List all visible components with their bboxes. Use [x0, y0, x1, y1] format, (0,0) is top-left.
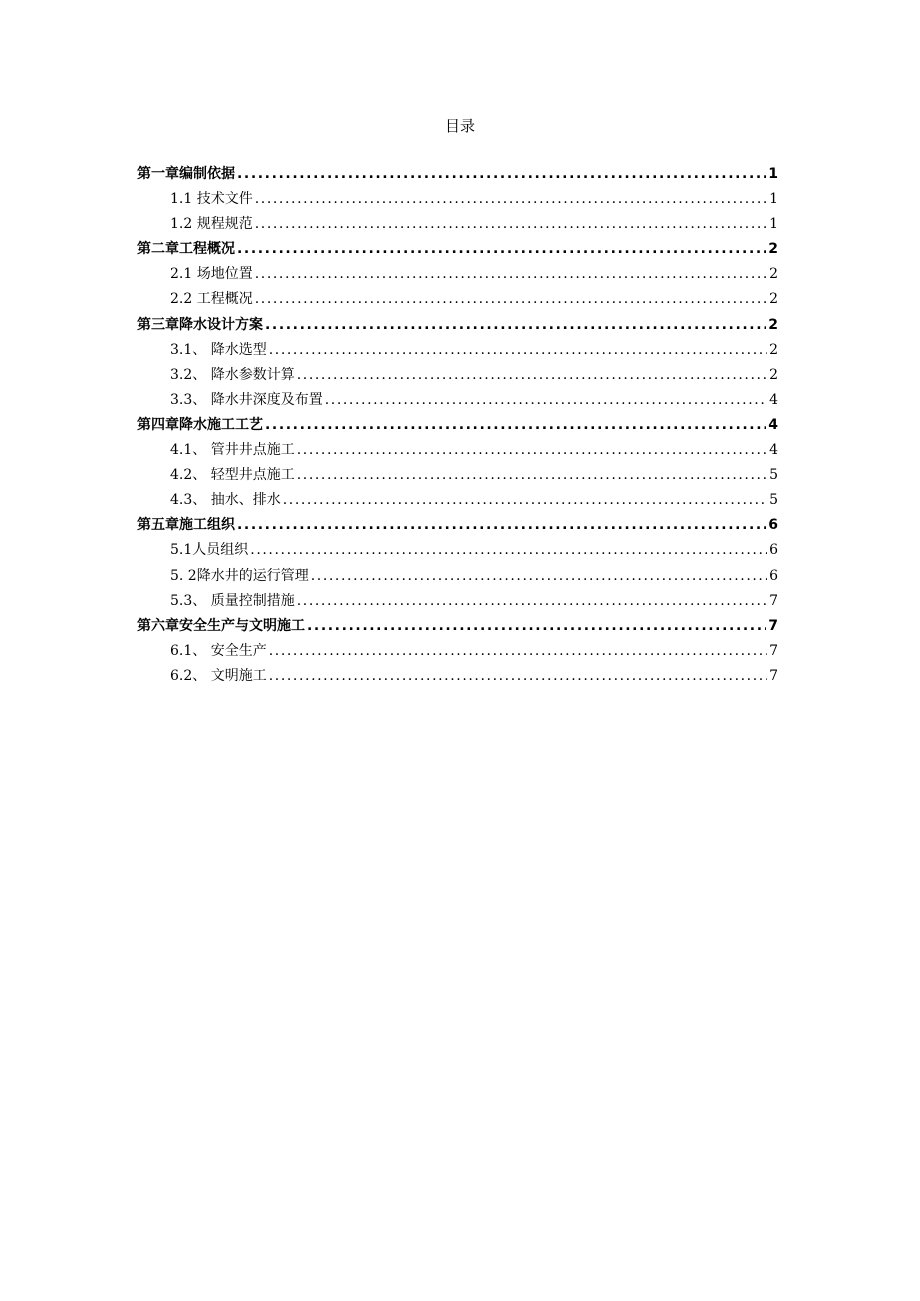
toc-page-number: 2: [768, 316, 778, 333]
toc-dot-leader: [265, 414, 766, 436]
toc-entry-label: 第五章施工组织: [137, 517, 235, 534]
toc-entry-label: 6.2、 文明施工: [170, 667, 267, 684]
toc-entry-label: 5.3、 质量控制措施: [170, 592, 295, 609]
toc-entry[interactable]: [137, 464, 778, 489]
toc-page-number: 4: [768, 416, 778, 433]
toc-dot-leader: [269, 665, 767, 687]
toc-page-number: 2: [769, 291, 778, 308]
toc-entry-label: 4.3、 抽水、排水: [170, 492, 281, 509]
toc-entry[interactable]: [137, 489, 778, 514]
toc-entry-label: 2.2 工程概况: [170, 291, 253, 308]
toc-entry[interactable]: [137, 514, 778, 539]
toc-page-number: 2: [769, 341, 778, 358]
toc-entry[interactable]: [137, 163, 778, 188]
toc-dot-leader: [297, 364, 767, 386]
toc-dot-leader: [265, 314, 766, 336]
toc-entry[interactable]: [137, 339, 778, 364]
toc-entry-label: 3.1、 降水选型: [170, 341, 267, 358]
toc-page-number: 6: [769, 542, 778, 559]
toc-entry[interactable]: [137, 263, 778, 288]
toc-entry[interactable]: [137, 665, 778, 690]
toc-entry[interactable]: [137, 414, 778, 439]
toc-entry-label: 4.1、 管井井点施工: [170, 442, 295, 459]
toc-dot-leader: [255, 213, 767, 235]
toc-dot-leader: [269, 339, 767, 361]
toc-entry[interactable]: [137, 590, 778, 615]
toc-page-number: 5: [769, 467, 778, 484]
toc-dot-leader: [297, 439, 767, 461]
toc-entry-label: 3.2、 降水参数计算: [170, 366, 295, 383]
toc-dot-leader: [307, 615, 766, 637]
toc-page-number: 7: [769, 667, 778, 684]
toc-entry[interactable]: [137, 188, 778, 213]
toc-dot-leader: [297, 464, 767, 486]
toc-page-number: 7: [769, 642, 778, 659]
toc-dot-leader: [250, 539, 767, 561]
toc-entry-label: 2.1 场地位置: [170, 266, 253, 283]
toc-entry-label: 3.3、 降水井深度及布置: [170, 391, 323, 408]
toc-dot-leader: [237, 238, 766, 260]
toc-entry-label: 5.1人员组织: [170, 542, 249, 559]
toc-entry-label: 第三章降水设计方案: [137, 316, 263, 333]
toc-page-number: 4: [769, 442, 778, 459]
toc-dot-leader: [255, 188, 767, 210]
toc-entry-label: 1.2 规程规范: [170, 216, 253, 233]
toc-entry[interactable]: [137, 364, 778, 389]
toc-entry-label: 第六章安全生产与文明施工: [137, 617, 305, 634]
toc-entry[interactable]: [137, 238, 778, 263]
toc-entry[interactable]: [137, 213, 778, 238]
toc-page-number: 1: [768, 166, 778, 182]
toc-entry-label: 5. 2降水井的运行管理: [170, 567, 309, 584]
toc-entry[interactable]: [137, 288, 778, 313]
toc-page-number: 7: [769, 592, 778, 609]
toc-entry-label: 4.2、 轻型井点施工: [170, 467, 295, 484]
toc-entry-label: 6.1、 安全生产: [170, 642, 267, 659]
toc-page-number: 2: [769, 366, 778, 383]
toc-entry[interactable]: [137, 389, 778, 414]
toc-entry[interactable]: [137, 439, 778, 464]
toc-page-number: 2: [769, 266, 778, 283]
toc-dot-leader: [237, 514, 766, 536]
toc-dot-leader: [269, 640, 767, 662]
toc-dot-leader: [237, 163, 766, 185]
table-of-contents: [137, 163, 778, 690]
toc-dot-leader: [297, 590, 767, 612]
toc-entry[interactable]: [137, 314, 778, 339]
toc-entry-label: 第二章工程概况: [137, 241, 235, 258]
toc-page-number: 6: [769, 567, 778, 584]
toc-dot-leader: [325, 389, 767, 411]
toc-page-number: 5: [769, 492, 778, 509]
toc-dot-leader: [283, 489, 767, 511]
toc-entry-label: 第四章降水施工工艺: [137, 416, 263, 433]
toc-page-number: 1: [769, 216, 778, 233]
toc-page-number: 4: [769, 391, 778, 408]
toc-entry[interactable]: [137, 565, 778, 590]
toc-dot-leader: [255, 288, 767, 310]
toc-page-number: 1: [769, 191, 778, 208]
toc-dot-leader: [311, 565, 767, 587]
toc-page-number: 2: [768, 241, 778, 258]
toc-entry[interactable]: [137, 615, 778, 640]
toc-entry[interactable]: [137, 640, 778, 665]
toc-entry-label: 第一章编制依据: [137, 166, 235, 182]
toc-page-number: 6: [768, 517, 778, 534]
page-title: 目录: [444, 117, 475, 135]
toc-dot-leader: [255, 263, 767, 285]
toc-page-number: 7: [768, 617, 778, 634]
toc-entry[interactable]: [137, 539, 778, 564]
toc-entry-label: 1.1 技术文件: [170, 191, 253, 208]
